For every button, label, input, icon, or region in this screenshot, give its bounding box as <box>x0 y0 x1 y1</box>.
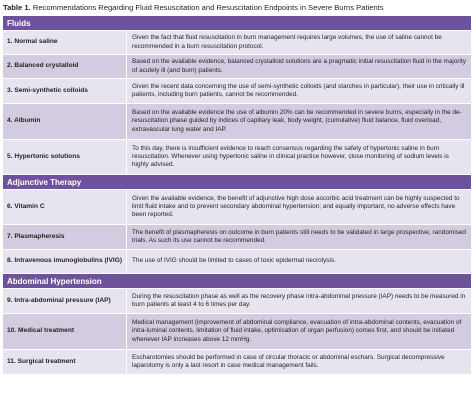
section-header-abdominal-hypertension <box>3 273 471 288</box>
recommendation-text: To this day, there is insufficient evidence to reach consensus regarding the safety of hypertonic saline in burn resuscitation. Whenever using hypertonic saline in clinical practice however, close monitoring of sodium levels is highly advised. <box>127 139 471 174</box>
recommendation-name: 6. Vitamin C <box>3 189 127 224</box>
recommendation-text: Based on the available evidence the use of albumin 20% can be recommended in severe burns, especially in the de-resuscitation phase guided by indices of capillary leak, body weight, (cumulative) fluid balance, fluid overload, extravascular lung water and IAP. <box>127 103 471 139</box>
recommendation-name: 7. Plasmapheresis <box>3 224 127 249</box>
recommendation-name: 5. Hypertonic solutions <box>3 139 127 174</box>
table-row <box>3 249 471 273</box>
table-row <box>3 78 471 103</box>
table-title: Recommendations Regarding Fluid Resuscitation and Resuscitation Endpoints in Severe Burns Patients <box>30 3 384 12</box>
table-row <box>3 139 471 174</box>
table-row <box>3 30 471 54</box>
section-header-fluids <box>3 15 471 30</box>
table-row <box>3 288 471 313</box>
recommendation-name: 2. Balanced crystalloid <box>3 54 127 78</box>
recommendation-name: 9. Intra-abdominal pressure (IAP) <box>3 288 127 313</box>
recommendation-text: During the resuscitation phase as well as the recovery phase intra-abdominal pressure (IAP) needs to be measured in burn patients at least 4 to 6 times per day. <box>127 288 471 313</box>
recommendation-name: 3. Semi-synthetic colloids <box>3 78 127 103</box>
section-title: Adjunctive Therapy <box>3 174 471 189</box>
section-title: Abdominal Hypertension <box>3 273 471 288</box>
recommendation-name: 10. Medical treatment <box>3 313 127 349</box>
table-caption <box>3 2 471 14</box>
table-row <box>3 313 471 349</box>
recommendation-name: 4. Albumin <box>3 103 127 139</box>
recommendations-table <box>3 15 471 374</box>
recommendation-text: Escharotomies should be performed in case of circular thoracic or abdominal eschars. Surgical decompressive laparotomy is only a last resort in case medical management fails. <box>127 349 471 374</box>
recommendation-name: 8. Intravenous imunoglobulins (IVIG) <box>3 249 127 273</box>
recommendation-text: Given the available evidence, the benefit of adjunctive high dose ascorbic acid treatment can be highly suspected to limit fluid intake and to prevent secondary abdominal hypertension; and equally important, no adverse effects have been reported. <box>127 189 471 224</box>
recommendation-text: Based on the available evidence, balanced crystalloid solutions are a pragmatic initial resuscitation fluid in the majority of acutely ill (and burn) patients. <box>127 54 471 78</box>
section-title: Fluids <box>3 15 471 30</box>
recommendation-text: Given the fact that fluid resuscitation in burn management requires large volumes, the use of saline cannot be recommended in a burn resuscitation protocol. <box>127 30 471 54</box>
table-row <box>3 349 471 374</box>
recommendation-text: Given the recent data concerning the use of semi-synthetic colloids (and starches in particular), their use in critically ill patients, including burn patients, cannot be recommended. <box>127 78 471 103</box>
recommendation-text: The benefit of plasmapheresis on outcome in burn patients still needs to be validated in large prospective, randomised trials. As such its use cannot be recommended. <box>127 224 471 249</box>
table-label: Table 1. <box>3 3 31 12</box>
table-row <box>3 224 471 249</box>
recommendation-text: Medical management (improvement of abdominal compliance, evacuation of intra-abdominal contents, evacuation of intra-luminal contents, limitation of fluid intake, optimisation of organ perfusion) comes first, and should be initiated whenever IAP increases above 12 mmHg. <box>127 313 471 349</box>
table-row <box>3 103 471 139</box>
recommendation-name: 1. Normal saline <box>3 30 127 54</box>
table-row <box>3 189 471 224</box>
section-header-adjunctive-therapy <box>3 174 471 189</box>
table-row <box>3 54 471 78</box>
recommendation-name: 11. Surgical treatment <box>3 349 127 374</box>
recommendation-text: The use of IVIG should be limited to cases of toxic epidermal necrolysis. <box>127 249 471 273</box>
